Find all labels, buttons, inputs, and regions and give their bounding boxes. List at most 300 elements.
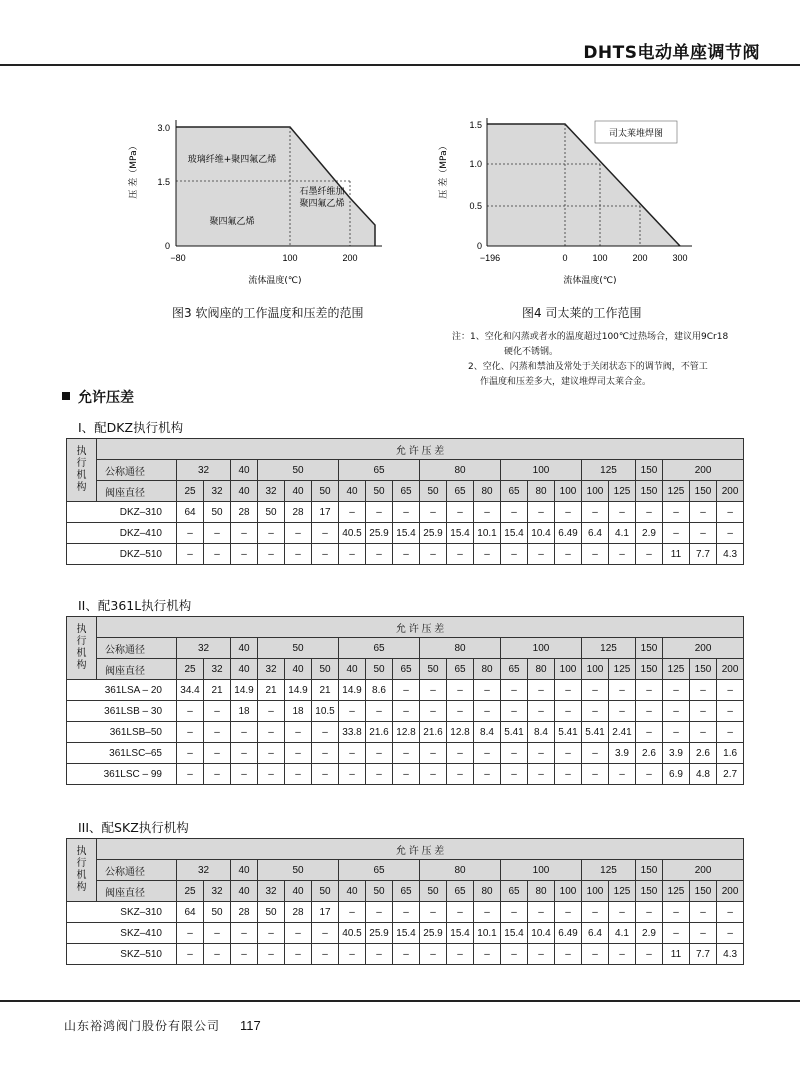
nominal-cell: 100 [501,860,582,881]
value-cell: – [177,722,204,743]
seat-cell: 200 [717,481,744,502]
seat-cell: 80 [528,659,555,680]
nominal-row [67,860,744,881]
seat-cell: 50 [420,481,447,502]
value-cell: 5.41 [555,722,582,743]
value-cell: – [393,764,420,785]
value-cell: – [393,544,420,565]
nominal-cell: 50 [258,460,339,481]
value-cell: – [528,502,555,523]
value-cell: 6.4 [582,523,609,544]
seat-cell: 40 [285,659,312,680]
seat-cell: 80 [474,881,501,902]
value-cell: 28 [285,902,312,923]
value-cell: 15.4 [393,523,420,544]
value-cell: – [204,523,231,544]
note-line-4: 作温度和压差多大，建议堆焊司太莱合金。 [480,377,652,387]
seat-cell: 32 [258,481,285,502]
y-tick-0.5: 0.5 [469,201,482,211]
value-cell: – [366,743,393,764]
value-cell: – [339,944,366,965]
value-cell: – [393,743,420,764]
value-cell: – [285,722,312,743]
value-cell: 2.6 [690,743,717,764]
value-cell: 21 [258,680,285,701]
value-cell: 14.9 [231,680,258,701]
value-cell: – [285,764,312,785]
value-cell: – [420,701,447,722]
value-cell: 10.4 [528,523,555,544]
x-tick-200: 200 [342,253,358,263]
nominal-cell: 40 [231,860,258,881]
value-cell: – [501,701,528,722]
seat-cell: 150 [690,481,717,502]
value-cell: – [474,764,501,785]
value-cell: 6.49 [555,923,582,944]
region-label-graphite-2: 聚四氟乙烯 [299,199,345,209]
value-cell: 2.6 [636,743,663,764]
seat-cell: 32 [204,659,231,680]
value-cell: – [231,923,258,944]
seat-cell: 125 [609,659,636,680]
section-title [62,387,134,407]
model-cell: DKZ–410 [67,523,177,544]
value-cell: 2.41 [609,722,636,743]
group-header: 允 许 压 差 [97,839,744,860]
value-cell: – [474,743,501,764]
nominal-row [67,460,744,481]
value-cell: 17 [312,902,339,923]
value-cell: – [582,902,609,923]
seat-cell: 65 [501,481,528,502]
value-cell: – [501,680,528,701]
seat-label: 阀座直径 [97,481,177,502]
value-cell: – [339,701,366,722]
value-cell: – [339,502,366,523]
value-cell: 8.6 [366,680,393,701]
value-cell: – [690,680,717,701]
table-row [67,764,744,785]
seat-cell: 100 [555,481,582,502]
value-cell: – [204,743,231,764]
value-cell: 34.4 [177,680,204,701]
figure-4-caption: 图4 司太莱的工作范围 [522,306,642,320]
nominal-cell: 150 [636,860,663,881]
value-cell: – [177,944,204,965]
seat-cell: 40 [339,659,366,680]
value-cell: – [366,701,393,722]
value-cell: – [528,743,555,764]
value-cell: – [339,743,366,764]
value-cell: – [501,902,528,923]
nominal-cell: 150 [636,638,663,659]
value-cell: 15.4 [501,523,528,544]
value-cell: – [177,923,204,944]
value-cell: – [636,722,663,743]
value-cell: – [474,701,501,722]
x-tick-300: 300 [672,253,688,263]
seat-cell: 100 [555,881,582,902]
seat-cell: 65 [501,659,528,680]
bullet-square-icon [62,392,70,400]
value-cell: – [474,902,501,923]
seat-cell: 40 [231,659,258,680]
value-cell: – [393,944,420,965]
value-cell: – [663,523,690,544]
value-cell: – [528,764,555,785]
x-tick-minus196: −196 [479,253,501,263]
y-tick-1.5: 1.5 [469,120,482,130]
value-cell: – [528,944,555,965]
footer [64,1017,261,1034]
value-cell: 18 [285,701,312,722]
value-cell: – [231,743,258,764]
y-tick-1.5: 1.5 [157,177,170,187]
value-cell: – [690,701,717,722]
nominal-cell: 50 [258,860,339,881]
value-cell: 4.8 [690,764,717,785]
nominal-cell: 200 [663,860,744,881]
x-tick-100: 100 [592,253,608,263]
seat-cell: 150 [636,881,663,902]
seat-label: 阀座直径 [97,881,177,902]
value-cell: – [636,902,663,923]
value-cell: 50 [258,902,285,923]
value-cell: 25.9 [366,523,393,544]
region-label-glass: 玻璃纤维+聚四氟乙烯 [187,155,277,165]
note-line-2: 硬化不锈钢。 [504,347,559,357]
region-label-graphite-1: 石墨纤维加 [299,187,345,197]
seat-cell: 65 [393,481,420,502]
nominal-cell: 32 [177,860,231,881]
value-cell: – [663,680,690,701]
value-cell: – [717,923,744,944]
table-row [67,743,744,764]
seat-cell: 25 [177,881,204,902]
actuator-label: 执 行 机 构 [67,439,97,502]
value-cell: – [717,502,744,523]
value-cell: – [285,944,312,965]
value-cell: 12.8 [393,722,420,743]
y-tick-0: 0 [164,241,170,251]
value-cell: – [177,701,204,722]
group-header: 允 许 压 差 [97,617,744,638]
value-cell: 2.9 [636,523,663,544]
nominal-row [67,638,744,659]
value-cell: – [447,680,474,701]
nominal-cell: 40 [231,460,258,481]
model-cell: SKZ–410 [67,923,177,944]
seat-cell: 125 [663,881,690,902]
value-cell: – [555,502,582,523]
y-tick-3.0: 3.0 [157,123,170,133]
note-line-3: 2、空化、闪蒸和禁油及常处于关闭状态下的调节阀，不管工 [468,362,708,372]
nominal-cell: 200 [663,460,744,481]
value-cell: – [393,902,420,923]
header-row [67,839,744,860]
seat-cell: 50 [312,481,339,502]
value-cell: – [420,944,447,965]
value-cell: – [420,502,447,523]
value-cell: 2.7 [717,764,744,785]
value-cell: – [420,743,447,764]
seat-cell: 80 [474,659,501,680]
value-cell: – [717,722,744,743]
value-cell: – [663,502,690,523]
value-cell: – [555,764,582,785]
nominal-label: 公称通径 [97,860,177,881]
value-cell: 50 [204,902,231,923]
value-cell: – [312,764,339,785]
value-cell: 3.9 [609,743,636,764]
value-cell: – [474,502,501,523]
value-cell: – [285,544,312,565]
nominal-cell: 200 [663,638,744,659]
value-cell: 15.4 [501,923,528,944]
value-cell: – [555,902,582,923]
y-axis-label: 压 差（MPa） [129,141,139,199]
nominal-cell: 125 [582,638,636,659]
value-cell: – [582,544,609,565]
value-cell: – [231,523,258,544]
value-cell: – [285,743,312,764]
value-cell: – [366,764,393,785]
seat-cell: 50 [312,881,339,902]
value-cell: – [393,680,420,701]
value-cell: – [690,722,717,743]
seat-cell: 65 [447,481,474,502]
value-cell: 33.8 [339,722,366,743]
table-row [67,944,744,965]
value-cell: – [717,902,744,923]
value-cell: – [447,902,474,923]
seat-cell: 32 [204,881,231,902]
seat-cell: 25 [177,481,204,502]
value-cell: – [501,743,528,764]
value-cell: – [312,944,339,965]
value-cell: – [447,764,474,785]
value-cell: 21.6 [420,722,447,743]
value-cell: – [555,701,582,722]
value-cell: 10.4 [528,923,555,944]
value-cell: 2.9 [636,923,663,944]
value-cell: – [420,544,447,565]
value-cell: 25.9 [420,923,447,944]
nominal-cell: 80 [420,860,501,881]
value-cell: – [663,923,690,944]
value-cell: 40.5 [339,523,366,544]
value-cell: 4.1 [609,523,636,544]
value-cell: – [177,764,204,785]
value-cell: – [204,764,231,785]
value-cell: – [258,743,285,764]
value-cell: – [420,902,447,923]
seat-cell: 40 [339,481,366,502]
value-cell: – [285,523,312,544]
notes [452,330,772,390]
value-cell: 4.3 [717,544,744,565]
value-cell: – [312,722,339,743]
seat-row [67,659,744,680]
value-cell: – [312,923,339,944]
value-cell: – [474,544,501,565]
value-cell: 25.9 [366,923,393,944]
seat-label: 阀座直径 [97,659,177,680]
value-cell: 1.6 [717,743,744,764]
value-cell: 21 [204,680,231,701]
value-cell: – [609,764,636,785]
nominal-cell: 80 [420,460,501,481]
value-cell: 4.3 [717,944,744,965]
value-cell: – [609,902,636,923]
nominal-label: 公称通径 [97,638,177,659]
value-cell: – [393,701,420,722]
seat-cell: 65 [447,881,474,902]
pressure-table-361l [66,616,744,785]
value-cell: – [258,544,285,565]
table-1-subtitle: I、配DKZ执行机构 [78,420,184,435]
value-cell: – [204,544,231,565]
value-cell: 6.4 [582,923,609,944]
value-cell: – [636,701,663,722]
seat-cell: 80 [528,881,555,902]
value-cell: – [555,944,582,965]
value-cell: – [258,764,285,785]
y-axis-label: 压 差（MPa） [439,141,449,199]
figure-3 [120,110,390,290]
value-cell: – [555,743,582,764]
seat-cell: 80 [474,481,501,502]
table-row [67,502,744,523]
value-cell: – [177,523,204,544]
value-cell: – [609,680,636,701]
value-cell: – [366,902,393,923]
figure-3-caption: 图3 软阀座的工作温度和压差的范围 [172,306,364,320]
header-rule [0,64,800,66]
seat-cell: 40 [339,881,366,902]
value-cell: 14.9 [339,680,366,701]
seat-cell: 200 [717,659,744,680]
value-cell: – [690,923,717,944]
x-axis-label: 流体温度(℃) [248,276,302,286]
value-cell: – [690,902,717,923]
value-cell: – [204,722,231,743]
seat-row [67,881,744,902]
value-cell: – [609,544,636,565]
value-cell: 25.9 [420,523,447,544]
value-cell: 14.9 [285,680,312,701]
model-cell: SKZ–510 [67,944,177,965]
value-cell: – [420,680,447,701]
value-cell: – [447,743,474,764]
value-cell: – [366,502,393,523]
value-cell: 50 [258,502,285,523]
value-cell: 15.4 [447,923,474,944]
y-tick-0: 0 [476,241,482,251]
page-number: 117 [240,1018,261,1033]
value-cell: – [501,944,528,965]
value-cell: 7.7 [690,544,717,565]
value-cell: 50 [204,502,231,523]
x-tick-0: 0 [562,253,568,263]
value-cell: – [258,523,285,544]
value-cell: 10.5 [312,701,339,722]
value-cell: – [231,944,258,965]
value-cell: 6.49 [555,523,582,544]
value-cell: 5.41 [582,722,609,743]
header-row [67,439,744,460]
seat-cell: 125 [663,481,690,502]
value-cell: – [231,722,258,743]
seat-cell: 65 [393,659,420,680]
seat-cell: 65 [447,659,474,680]
model-cell: 361LSA – 20 [67,680,177,701]
nominal-cell: 65 [339,860,420,881]
value-cell: – [528,544,555,565]
value-cell: 11 [663,544,690,565]
value-cell: – [555,680,582,701]
pressure-table-skz [66,838,744,965]
value-cell: – [663,722,690,743]
seat-cell: 100 [582,659,609,680]
value-cell: – [366,544,393,565]
seat-cell: 125 [609,881,636,902]
model-cell: 361LSB–50 [67,722,177,743]
region-label-ptfe: 聚四氟乙烯 [209,217,255,227]
value-cell: – [717,523,744,544]
value-cell: 40.5 [339,923,366,944]
value-cell: – [312,523,339,544]
value-cell: – [690,502,717,523]
seat-cell: 40 [285,481,312,502]
value-cell: – [528,680,555,701]
seat-cell: 40 [231,481,258,502]
value-cell: 7.7 [690,944,717,965]
seat-cell: 150 [636,659,663,680]
value-cell: – [663,902,690,923]
value-cell: – [204,701,231,722]
value-cell: – [312,743,339,764]
value-cell: – [447,701,474,722]
value-cell: – [636,944,663,965]
value-cell: – [501,764,528,785]
seat-cell: 150 [636,481,663,502]
value-cell: – [177,743,204,764]
value-cell: 28 [231,502,258,523]
value-cell: – [177,544,204,565]
value-cell: – [528,701,555,722]
value-cell: 17 [312,502,339,523]
y-tick-1.0: 1.0 [469,159,482,169]
value-cell: 6.9 [663,764,690,785]
nominal-cell: 40 [231,638,258,659]
model-cell: 361LSC – 99 [67,764,177,785]
seat-cell: 50 [366,481,393,502]
value-cell: 28 [231,902,258,923]
section-title-text: 允许压差 [78,390,134,406]
table-row [67,544,744,565]
seat-cell: 200 [717,881,744,902]
value-cell: – [393,502,420,523]
table-row [67,722,744,743]
nominal-cell: 65 [339,460,420,481]
pressure-table-dkz [66,438,744,565]
header-row [67,617,744,638]
seat-cell: 40 [285,881,312,902]
nominal-cell: 50 [258,638,339,659]
value-cell: 8.4 [474,722,501,743]
model-cell: DKZ–510 [67,544,177,565]
